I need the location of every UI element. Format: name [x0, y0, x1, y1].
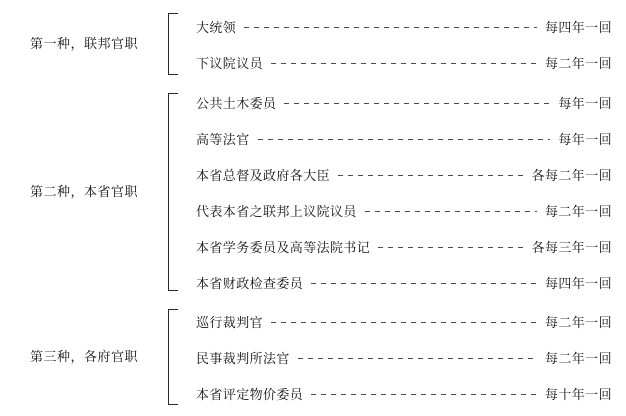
leader-dots [365, 211, 537, 212]
row-frequency: 每二年一回 [544, 203, 612, 219]
diagram-row [182, 339, 626, 375]
leader-dots [378, 247, 523, 248]
group-brace [168, 300, 182, 414]
group-brace [168, 4, 182, 84]
leader-dots [311, 283, 537, 284]
leader-dots [311, 394, 537, 395]
diagram-group-3 [0, 300, 626, 414]
row-name: 公共土木委员 [196, 95, 277, 111]
diagram-group-1 [0, 4, 626, 84]
leader-dots [271, 63, 537, 64]
group-label: 第三种，各府官职 [29, 348, 138, 364]
diagram-row [182, 120, 626, 156]
group-rows [182, 8, 626, 80]
row-frequency: 每年一回 [558, 95, 612, 111]
row-frequency: 每年一回 [558, 131, 612, 147]
row-frequency: 每四年一回 [544, 275, 612, 291]
diagram-row [182, 84, 626, 120]
group-rows [182, 84, 626, 300]
leader-dots [271, 322, 537, 323]
row-name: 本省学务委员及高等法院书记 [196, 239, 371, 255]
diagram-row [182, 192, 626, 228]
diagram-row [182, 264, 626, 300]
group-label: 第一种，联邦官职 [29, 35, 138, 51]
row-name: 本省总督及政府各大臣 [196, 167, 331, 183]
diagram-row [182, 303, 626, 339]
row-name: 代表本省之联邦上议院议员 [196, 203, 357, 219]
row-frequency: 各每二年一回 [531, 167, 612, 183]
diagram-row [182, 375, 626, 411]
row-name: 本省评定物价委员 [196, 386, 304, 402]
row-name: 高等法官 [196, 131, 250, 147]
row-name: 大统领 [196, 19, 237, 35]
row-frequency: 每二年一回 [544, 314, 612, 330]
diagram-row [182, 44, 626, 80]
row-frequency: 每十年一回 [544, 386, 612, 402]
diagram-row [182, 8, 626, 44]
row-frequency: 每四年一回 [544, 19, 612, 35]
row-frequency: 每二年一回 [544, 350, 612, 366]
leader-dots [244, 27, 537, 28]
row-name: 本省财政检查委员 [196, 275, 304, 291]
row-name: 下议院议员 [196, 55, 264, 71]
row-name: 民事裁判所法官 [196, 350, 290, 366]
diagram-row [182, 228, 626, 264]
leader-dots [284, 103, 550, 104]
leader-dots [338, 175, 524, 176]
leader-dots [258, 139, 551, 140]
leader-dots [298, 358, 537, 359]
group-brace [168, 84, 182, 300]
row-name: 巡行裁判官 [196, 314, 264, 330]
diagram-group-2 [0, 84, 626, 300]
group-rows [182, 303, 626, 411]
group-label: 第二种，本省官职 [29, 183, 138, 199]
diagram-row [182, 156, 626, 192]
row-frequency: 各每三年一回 [531, 239, 612, 255]
row-frequency: 每二年一回 [544, 55, 612, 71]
